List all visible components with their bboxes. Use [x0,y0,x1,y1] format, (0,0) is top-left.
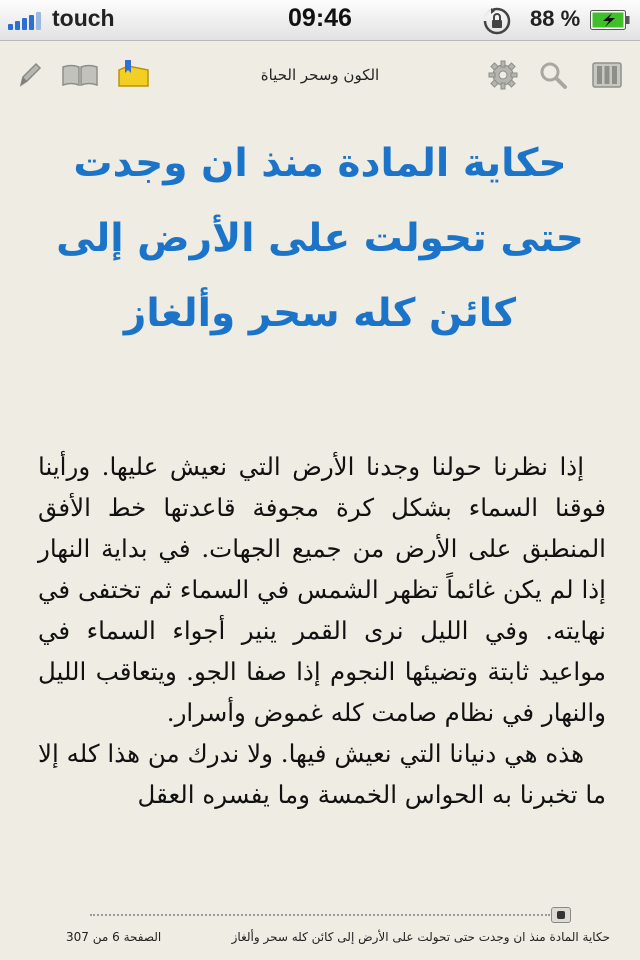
chapter-heading: حكاية المادة منذ ان وجدت حتى تحولت على الأرض إلى كائن كله سحر وألغاز [56,141,584,336]
battery-charging-icon [590,10,630,30]
page-number: الصفحة 6 من 307 [66,930,162,944]
status-bar [0,0,640,41]
page-progress-track[interactable] [90,914,550,916]
search-icon[interactable] [536,58,570,92]
book-body-text [38,446,606,815]
paragraph: إذا نظرنا حولنا وجدنا الأرض التي نعيش عليها. ورأينا فوقنا السماء بشكل كرة مجوفة قاعدتها خط الأفق المنطبق على الأرض من جميع الجهات. في بداية النهار إذا لم يكن غائماً تظهر الشمس في السماء ثم تختفى في نهايته. وفي الليل نرى القمر ينير أجواء السماء في مواعيد ثابتة وتضيئها النجوم إذا صفا الجو. ويتعاقب الليل والنهار في نظام صامت كله غموض وأسرار. [38,452,606,727]
library-book-icon[interactable] [60,58,100,92]
carrier-name: touch [52,5,115,31]
page-progress-handle[interactable] [551,907,571,923]
battery-percentage: 88 % [530,6,581,31]
footer-chapter-title: حكاية المادة منذ ان وجدت حتى تحولت على الأرض إلى كائن كله سحر وألغاز [231,930,610,944]
gear-icon[interactable] [486,58,520,92]
pencil-icon[interactable] [12,58,46,92]
toc-columns-icon[interactable] [590,58,624,92]
bookmark-folder-icon[interactable] [114,58,154,92]
status-time: 09:46 [288,4,352,32]
rotation-lock-icon [482,6,512,36]
paragraph: هذه هي دنيانا التي نعيش فيها. ولا ندرك من هذا كله إلا ما تخبرنا به الحواس الخمسة وما يفسره العقل [38,739,606,809]
book-title: الكون وسحر الحياة [260,66,380,84]
reader-toolbar [0,44,640,108]
